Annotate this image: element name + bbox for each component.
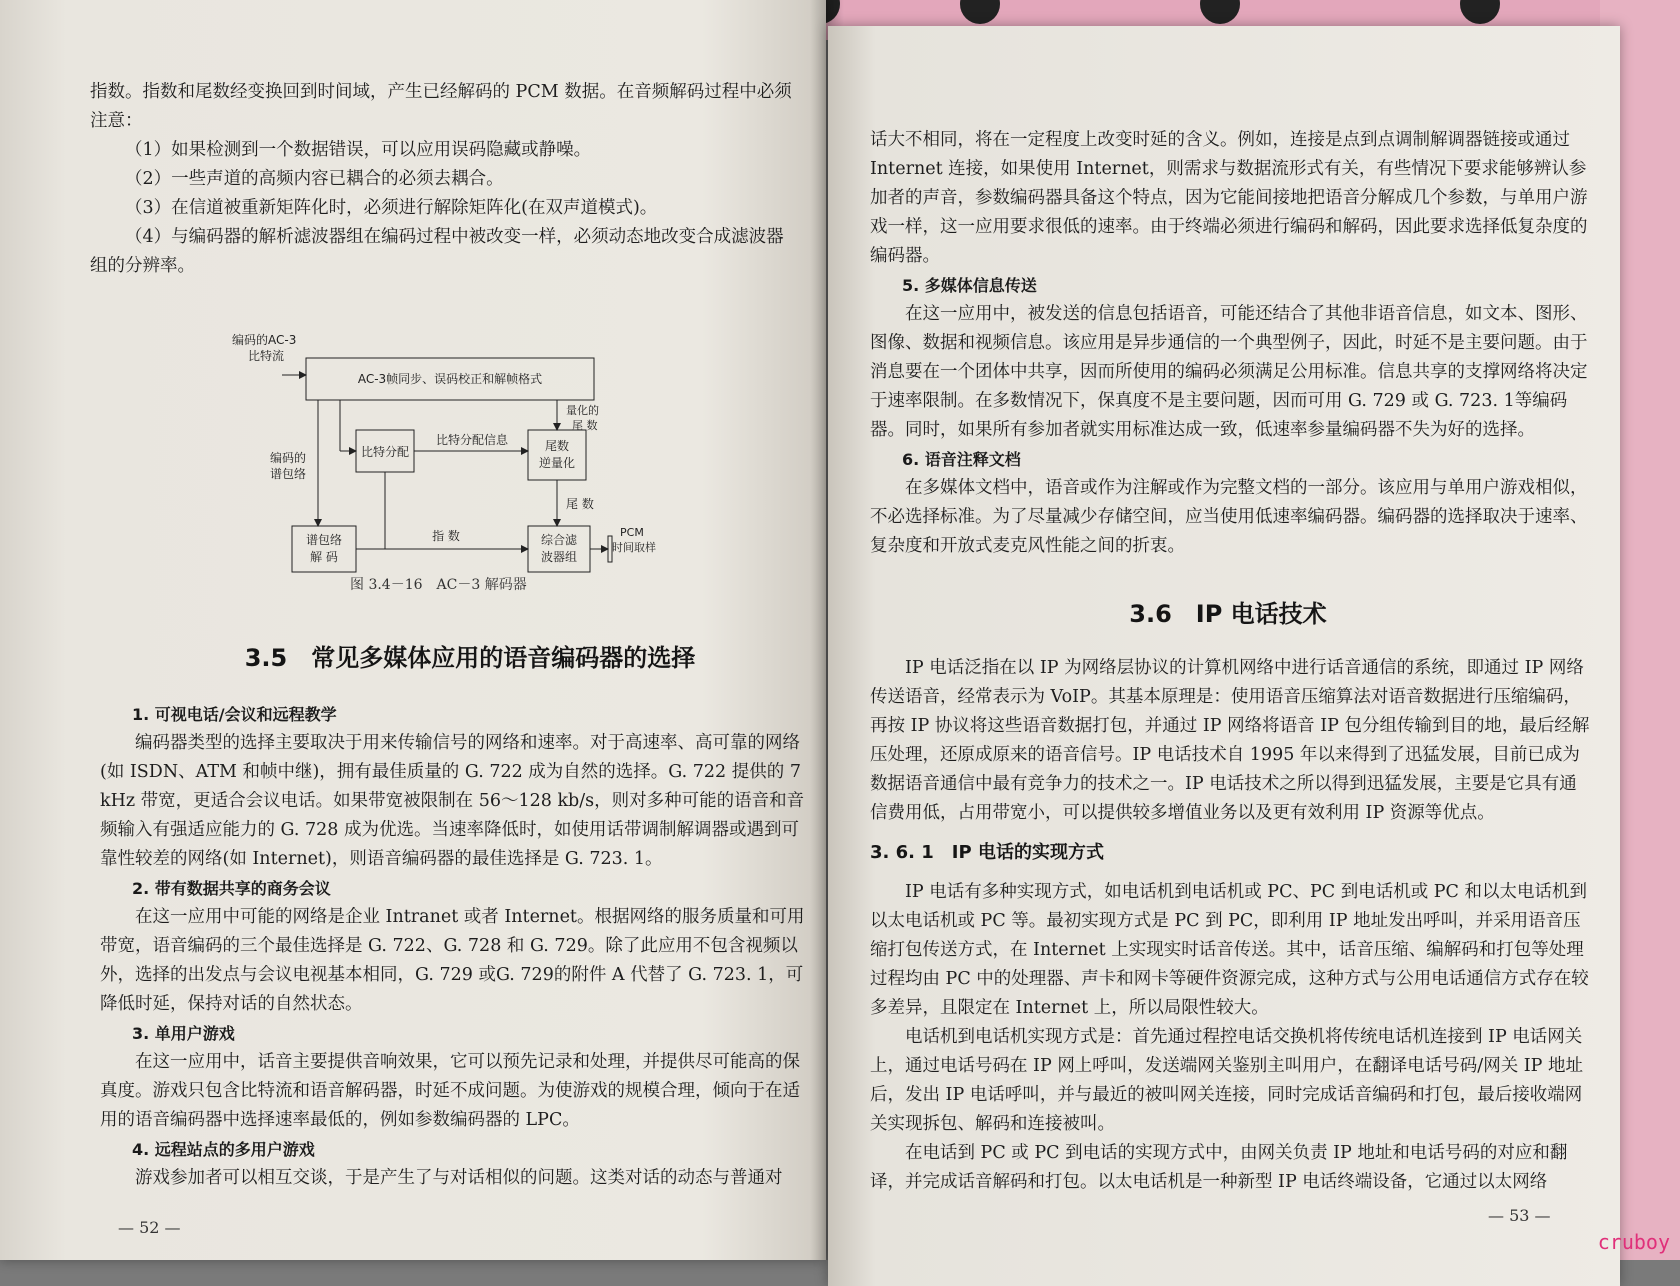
pcm-output-label: PCM 时间取样 bbox=[612, 526, 656, 554]
watermark-text: cruboy bbox=[1597, 1230, 1670, 1254]
body-paragraph: 在电话到 PC 或 PC 到电话的实现方式中，由网关负责 IP 地址和电话号码的对应和翻译，并完成话音解码和打包。以太电话机是一种新型 IP 电话终端设备，它通过以太网络 bbox=[870, 1143, 1568, 1192]
diagram-caption: 图 3.4－16 AC－3 解码器 bbox=[350, 577, 527, 593]
subsection-3-6-1-body bbox=[870, 878, 1590, 1197]
sync-box-label: AC-3帧同步、误码校正和解帧格式 bbox=[357, 372, 543, 386]
subheading: 5. 多媒体信息传送 bbox=[902, 276, 1037, 295]
section-3-6-title: 3.6 IP 电话技术 bbox=[1129, 600, 1327, 628]
synthesis-filter-label: 综合滤波器组 bbox=[540, 533, 578, 564]
body-paragraph: 在多媒体文档中，语音或作为注解或作为完整文档的一部分。该应用与单用户游戏相似，不必选择标准。为了尽量减少存储空间，应当使用低速率编码器。编码器的选择取决于速率、复杂度和开放式麦克风性能之间的折衷。 bbox=[870, 478, 1588, 556]
note-item: 组的分辨率。 bbox=[90, 256, 195, 276]
subheading: 2. 带有数据共享的商务会议 bbox=[132, 879, 331, 898]
section-3-5-title: 3.5 常见多媒体应用的语音编码器的选择 bbox=[244, 644, 696, 672]
bit-alloc-info-label: 比特分配信息 bbox=[435, 433, 509, 447]
body-paragraph: 在这一应用中可能的网络是企业 Intranet 或者 Internet。根据网络的服务质量和可用带宽，语音编码的三个最佳选择是 G. 722、G. 728 和 G. 729。除了此应用不包含视频以外，选择的出发点与会议电视基本相同，G. 729 或G. 729的附件 A 代替了 G. 723. 1，可降低时延，保持对话的自然状态。 bbox=[100, 907, 805, 1014]
left-page bbox=[0, 0, 826, 1260]
mantissa-dequant-label: 尾数逆量化 bbox=[538, 439, 576, 470]
section-paragraph: IP 电话泛指在以 IP 为网络层协议的计算机网络中进行话音通信的系统，即通过 IP 网络传送语音，经常表示为 VoIP。其基本原理是：使用语音压缩算法对语音数据进行压缩编码，再按 IP 协议将这些语音数据打包，并通过 IP 网络将语音 IP 包分组传输到目的地，最后经解压处理，还原成原来的语音信号。IP 电话技术自 1995 年以来得到了迅猛发展，目前已成为数据语音通信中最有竞争力的技术之一。IP 电话技术之所以得到迅猛发展，主要是它具有通信费用低，占用带宽小，可以提供较多增值业务以及更有效利用 IP 资源等优点。 bbox=[870, 658, 1590, 823]
subheading: 4. 远程站点的多用户游戏 bbox=[132, 1140, 315, 1159]
quantized-mantissa-label: 量化的尾 数 bbox=[566, 404, 599, 432]
page-number-right: — 53 — bbox=[1488, 1206, 1551, 1225]
bit-allocation-label: 比特分配 bbox=[360, 445, 410, 459]
exponent-label: 指 数 bbox=[432, 529, 460, 543]
body-paragraph: 编码器类型的选择主要取决于用来传输信号的网络和速率。对于高速率、高可靠的网络(如 ISDN、ATM 和帧中继)，拥有最佳质量的 G. 722 成为自然的选择。G. 722 提供的 7 kHz 带宽，更适合会议电话。如果带宽被限制在 56～128 kb/s，则对多种可能的语音和音频输入有强适应能力的 G. 728 成为优选。当速率降低时，如使用话带调制解调器或遇到可靠性较差的网络(如 Internet)，则语音编码器的最佳选择是 G. 723. 1。 bbox=[100, 733, 805, 869]
note-item: （2）一些声道的高频内容已耦合的必须去耦合。 bbox=[125, 169, 504, 189]
body-paragraph: IP 电话有多种实现方式，如电话机到电话机或 PC、PC 到电话机或 PC 和以太电话机到以太电话机或 PC 等。最初实现方式是 PC 到 PC，即利用 IP 地址发出呼叫，并采用语音压缩打包传送方式，在 Internet 上实现实时话音传送。其中，话音压缩、编解码和打包等处理过程均由 PC 中的处理器、声卡和网卡等硬件资源完成，这种方式与公用电话通信方式存在较多差异，且限定在 Internet 上，所以局限性较大。 bbox=[870, 882, 1589, 1018]
left-page-top-text bbox=[90, 78, 815, 281]
note-item: （4）与编码器的解析滤波器组在编码过程中被改变一样，必须动态地改变合成滤波器 bbox=[125, 227, 784, 247]
body-paragraph: 在这一应用中，话音主要提供音响效果，它可以预先记录和处理，并提供尽可能高的保真度。游戏只包含比特流和语音解码器，时延不成问题。为使游戏的规模合理，倾向于在适用的语音编码器中选择速率最低的，例如参数编码器的 LPC。 bbox=[100, 1052, 800, 1130]
envelope-decode-label: 谱包络解 码 bbox=[305, 533, 343, 564]
subheading: 1. 可视电话/会议和远程教学 bbox=[132, 705, 337, 724]
diagram-input-label: 编码的AC-3 比特流 bbox=[232, 333, 297, 363]
body-paragraph: 游戏参加者可以相互交谈，于是产生了与对话相似的问题。这类对话的动态与普通对 bbox=[135, 1168, 783, 1188]
subheading: 3. 单用户游戏 bbox=[132, 1024, 235, 1043]
subsection-3-6-1-title: 3. 6. 1 IP 电话的实现方式 bbox=[870, 842, 1104, 863]
mantissa-dequant-box bbox=[528, 430, 586, 480]
right-page-top-body bbox=[870, 126, 1590, 561]
ac3-decoder-diagram bbox=[210, 330, 656, 600]
left-page-body bbox=[100, 700, 810, 1193]
body-paragraph: 电话机到电话机实现方式是：首先通过程控电话交换机将传统电话机连接到 IP 电话网关上，通过电话号码在 IP 网上呼叫，发送端网关鉴别主叫用户，在翻译电话号码/网关 IP 地址后，发出 IP 电话呼叫，并与最近的被叫网关连接，同时完成话音编码和打包，最后接收端网关实现拆包、解码和连接被叫。 bbox=[870, 1027, 1584, 1134]
intro-line: 指数。指数和尾数经变换回到时间域，产生已经解码的 PCM 数据。在音频解码过程中必须 bbox=[90, 82, 792, 102]
note-item: （1）如果检测到一个数据错误，可以应用误码隐藏或静噪。 bbox=[125, 140, 592, 160]
section-3-6-body bbox=[870, 654, 1590, 828]
encoded-envelope-label: 编码的谱包络 bbox=[270, 451, 307, 481]
right-page bbox=[828, 26, 1620, 1286]
subheading: 6. 语音注释文档 bbox=[902, 450, 1021, 469]
continued-paragraph: 话大不相同，将在一定程度上改变时延的含义。例如，连接是点到点调制解调器链接或通过 Internet 连接，如果使用 Internet，则需求与数据流形式有关，有些情况下要求能够辨认参加者的声音，参数编码器具备这个特点，因为它能间接地把语音分解成几个参数，与单用户游戏一样，这一应用要求很低的速率。由于终端必须进行编码和解码，因此要求选择低复杂度的编码器。 bbox=[870, 130, 1588, 266]
body-paragraph: 在这一应用中，被发送的信息包括语音，可能还结合了其他非语音信息，如文本、图形、图像、数据和视频信息。该应用是异步通信的一个典型例子，因此，时延不是主要问题。由于消息要在一个团体中共享，因而所使用的编码必须满足公用标准。信息共享的支撑网络将决定于速率限制。在多数情况下，保真度不是主要问题，因而可用 G. 729 或 G. 723. 1等编码器。同时，如果所有参加者就实用标准达成一致，低速率参量编码器不失为好的选择。 bbox=[870, 304, 1588, 440]
note-item: （3）在信道被重新矩阵化时，必须进行解除矩阵化(在双声道模式)。 bbox=[125, 198, 658, 218]
mantissa-label: 尾 数 bbox=[566, 497, 594, 511]
page-number-left: — 52 — bbox=[118, 1218, 181, 1237]
intro-line: 注意： bbox=[90, 111, 143, 131]
